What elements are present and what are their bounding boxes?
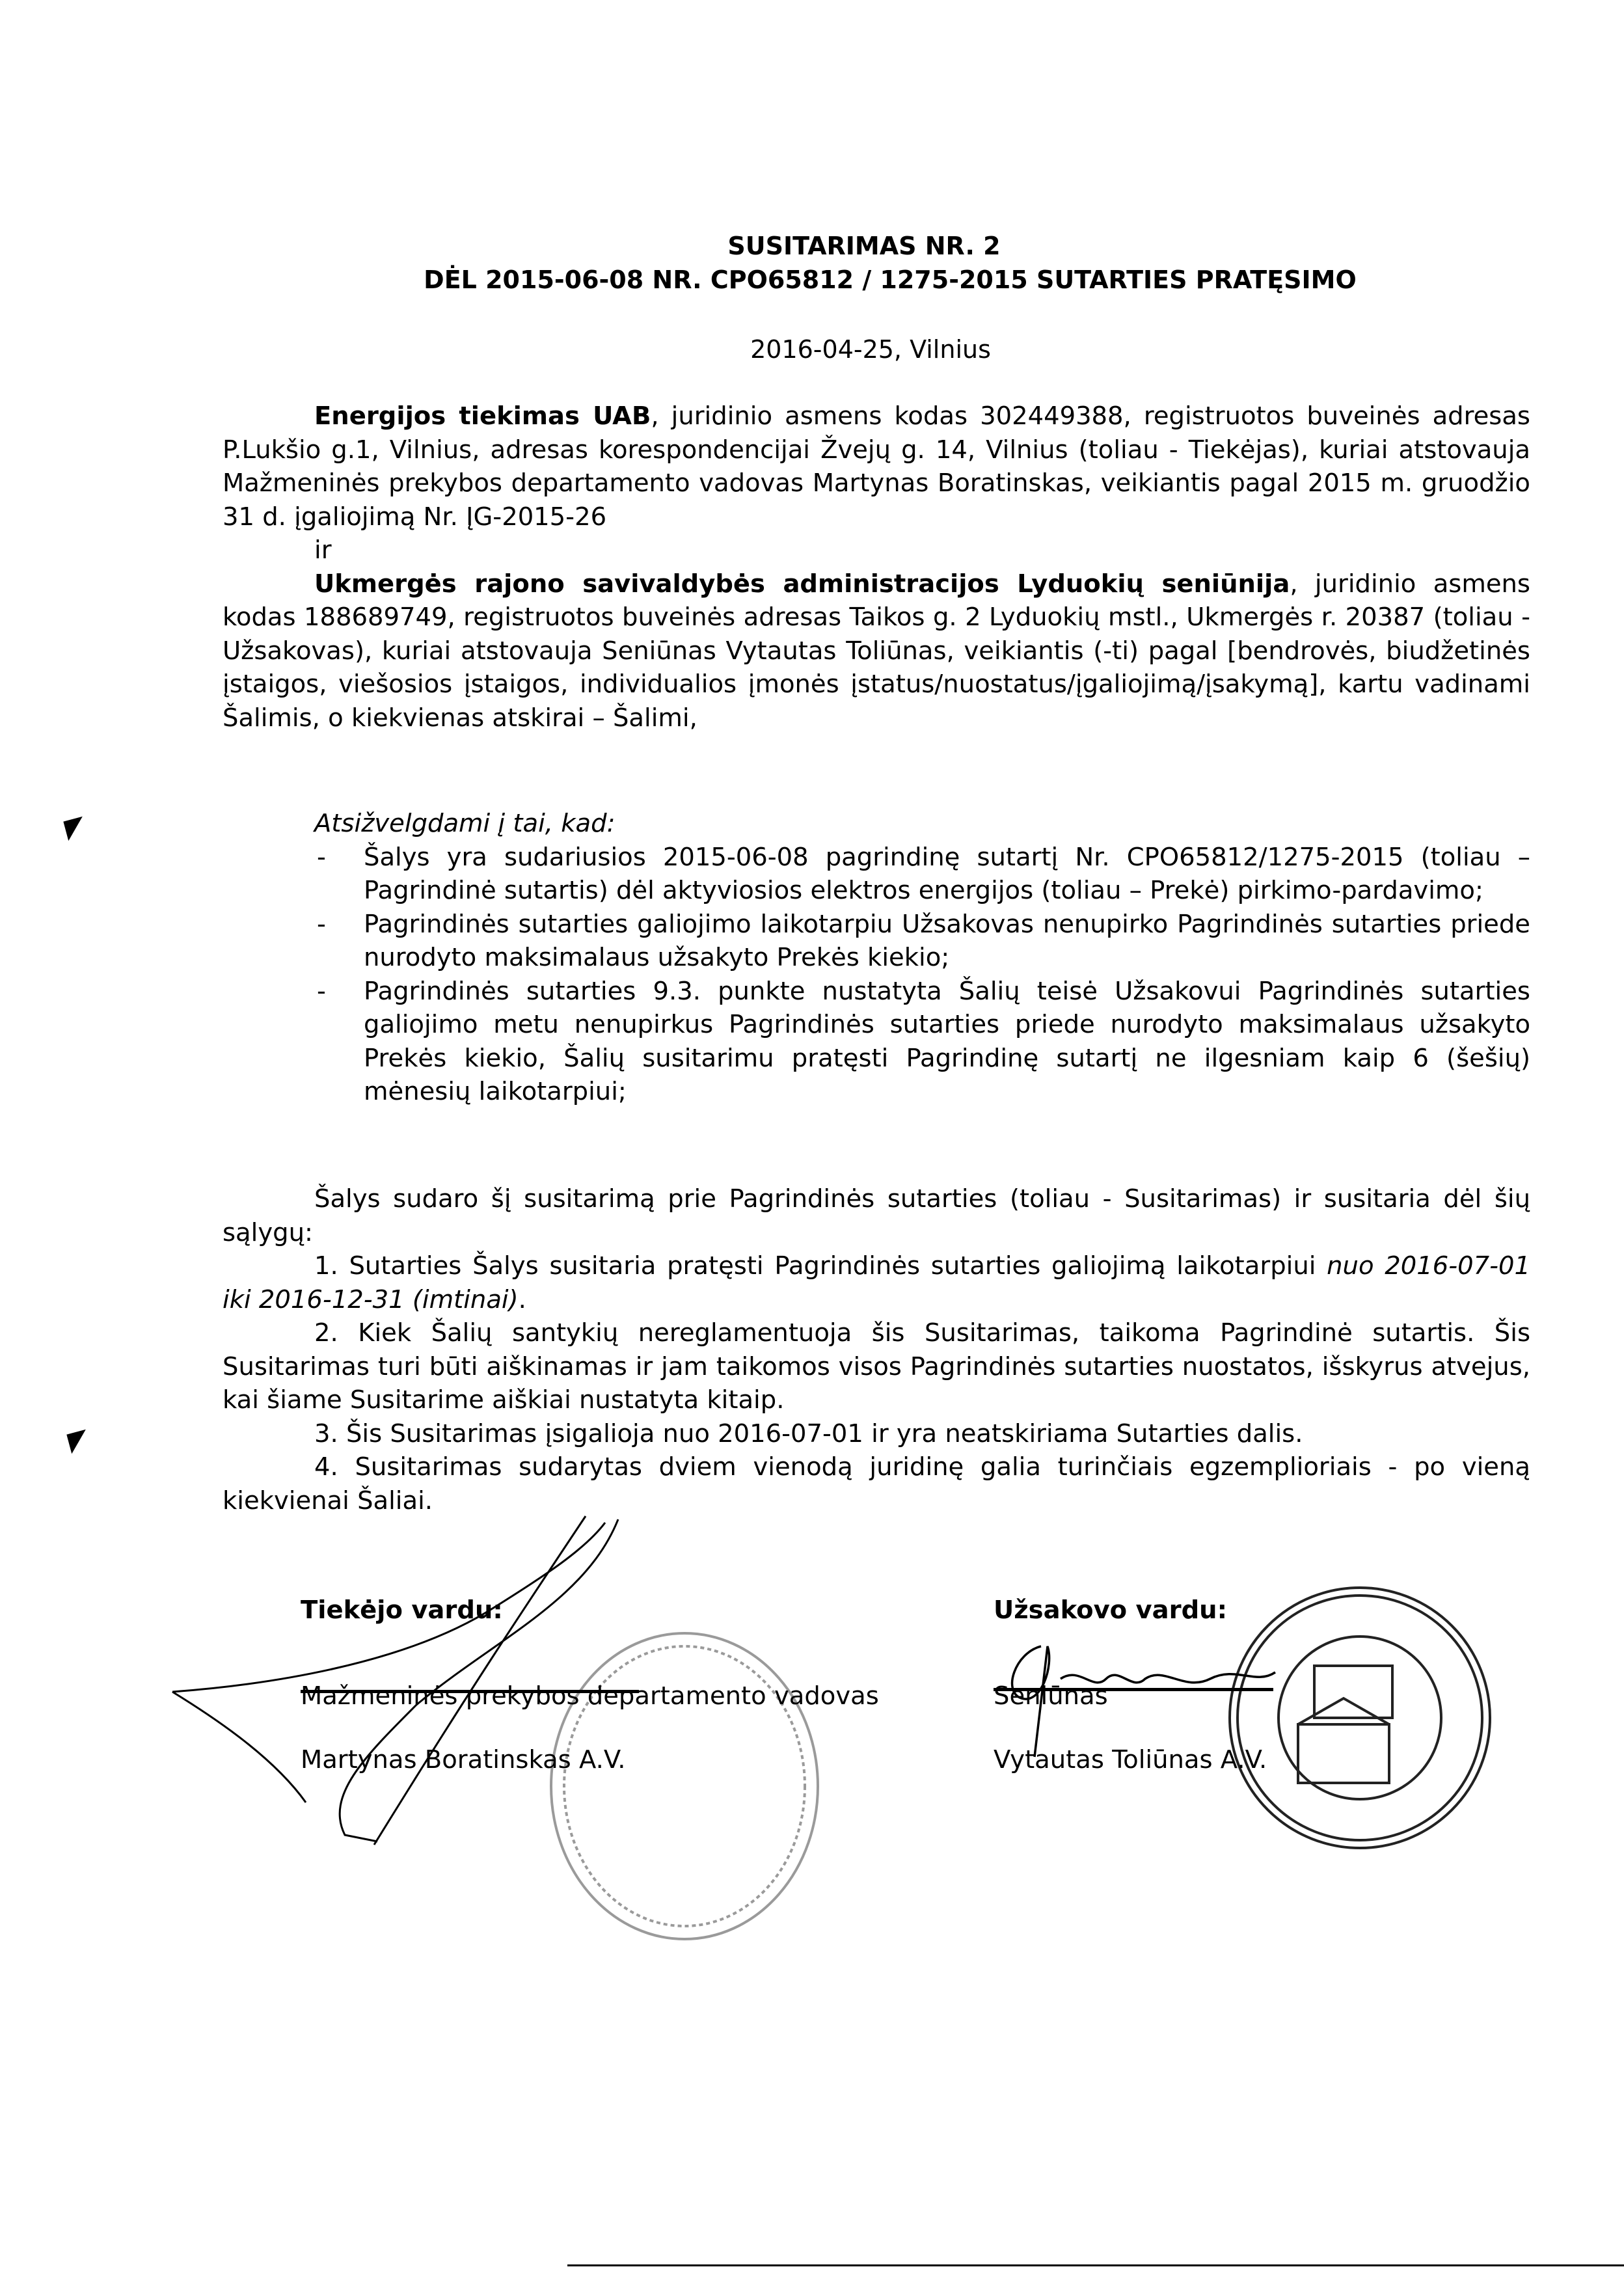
supplier-signer-position: Mažmeninės prekybos departamento vadovas — [301, 1681, 879, 1711]
supplier-sign-heading: Tiekėjo vardu: — [301, 1596, 503, 1625]
footer-scan-line — [567, 2264, 1624, 2266]
customer-signature-block — [994, 1594, 1267, 1776]
customer-name: Ukmergės rajono savivaldybės administracijos Lyduokių seniūnija — [314, 569, 1290, 599]
customer-details: , juridinio asmens kodas 188689749, registruotos buveinės adresas Taikos g. 2 Lyduokių mstl., Ukmergės r. 20387 (toliau - Užsakovas), kuriai atstovauja Seniūnas Vytautas Toliūnas, veikiantis (-ti) pagal [bendrovės, biudžetinės įstaigos, viešosios įstaigos, individualios įmonės įstatus/nuostatus/įgaliojimą/įsakymą], kartu vadinami Šalimis, o kiekvienas atskirai – Šalimi, — [223, 569, 1530, 733]
bullet-text: Pagrindinės sutarties 9.3. punkte nustatyta Šalių teisė Užsakovui Pagrindinės sutarties galiojimo metu nenupirkus Pagrindinės sutarties priede nurodyto maksimalaus užsakyto Prekės kiekio, Šalių susitarimu pratęsti Pagrindinę sutartį ne ilgesniam kaip 6 (šešių) mėnesių laikotarpiui; — [364, 976, 1530, 1106]
document-subtitle: DĖL 2015-06-08 NR. CPO65812 / 1275-2015 SUTARTIES PRATĘSIMO — [424, 265, 1357, 294]
customer-signer-name: Vytautas Toliūnas A.V. — [994, 1745, 1267, 1774]
supplier-signature-block — [301, 1594, 879, 1776]
clause-3: 3. Šis Susitarimas įsigalioja nuo 2016-07-01 ir yra neatskiriama Sutarties dalis. — [314, 1419, 1303, 1448]
clause-1-text: 1. Sutarties Šalys susitaria pratęsti Pagrindinės sutarties galiojimą laikotarpiui — [314, 1251, 1327, 1281]
bullet-text: Šalys yra sudariusios 2015-06-08 pagrindinę sutartį Nr. CPO65812/1275-2015 (toliau – Pagrindinė sutartis) dėl aktyviosios elektros energijos (toliau – Prekė) pirkimo-pardavimo; — [364, 842, 1530, 905]
date-place: 2016-04-25, Vilnius — [750, 335, 991, 364]
bullet-dash: - — [317, 909, 326, 939]
preamble-heading: Atsižvelgdami į tai, kad: — [314, 809, 616, 838]
clause-4: 4. Susitarimas sudarytas dviem vienodą juridinę galia turinčiais egzemplioriais - po vieną kiekvienai Šaliai. — [223, 1452, 1530, 1515]
supplier-details: , juridinio asmens kodas 302449388, registruotos buveinės adresas P.Lukšio g.1, Vilnius, adresas korespondencijai Žvejų g. 14, Vilnius (toliau - Tiekėjas), kuriai atstovauja Mažmeninės prekybos departamento vadovas Martynas Boratinskas, veikiantis pagal 2015 m. gruodžio 31 d. įgaliojimą Nr. ĮG-2015-26 — [223, 401, 1530, 532]
bullet-text: Pagrindinės sutarties galiojimo laikotarpiu Užsakovas nenupirko Pagrindinės sutarties priede nurodyto maksimalaus užsakyto Prekės kiekio; — [364, 909, 1530, 972]
customer-signer-position: Seniūnas — [994, 1681, 1108, 1711]
supplier-signer-name: Martynas Boratinskas A.V. — [301, 1745, 626, 1774]
supplier-name: Energijos tiekimas UAB — [314, 401, 651, 431]
clause-1-period: nuo 2016-07-01 iki 2016-12-31 (imtinai) — [223, 1251, 1530, 1314]
customer-stamp — [1230, 1588, 1490, 1848]
clause-1-end: . — [518, 1284, 526, 1314]
document-title: SUSITARIMAS NR. 2 — [727, 232, 1001, 260]
binder-hole-mark: ◤ — [61, 809, 89, 845]
agreement-intro: Šalys sudaro šį susitarimą prie Pagrindinės sutarties (toliau - Susitarimas) ir susitaria dėl šių sąlygų: — [223, 1184, 1530, 1247]
customer-sign-heading: Užsakovo vardu: — [994, 1596, 1227, 1625]
clause-2: 2. Kiek Šalių santykių nereglamentuoja šis Susitarimas, taikoma Pagrindinė sutartis. Šis Susitarimas turi būti aiškinamas ir jam taikomos visos Pagrindinės sutarties nuostatos, išskyrus atvejus, kai šiame Susitarime aiškiai nustatyta kitaip. — [223, 1318, 1530, 1415]
bullet-dash: - — [317, 842, 326, 872]
binder-hole-mark: ◤ — [64, 1422, 92, 1458]
bullet-dash: - — [317, 976, 326, 1006]
and-word: ir — [314, 536, 332, 565]
